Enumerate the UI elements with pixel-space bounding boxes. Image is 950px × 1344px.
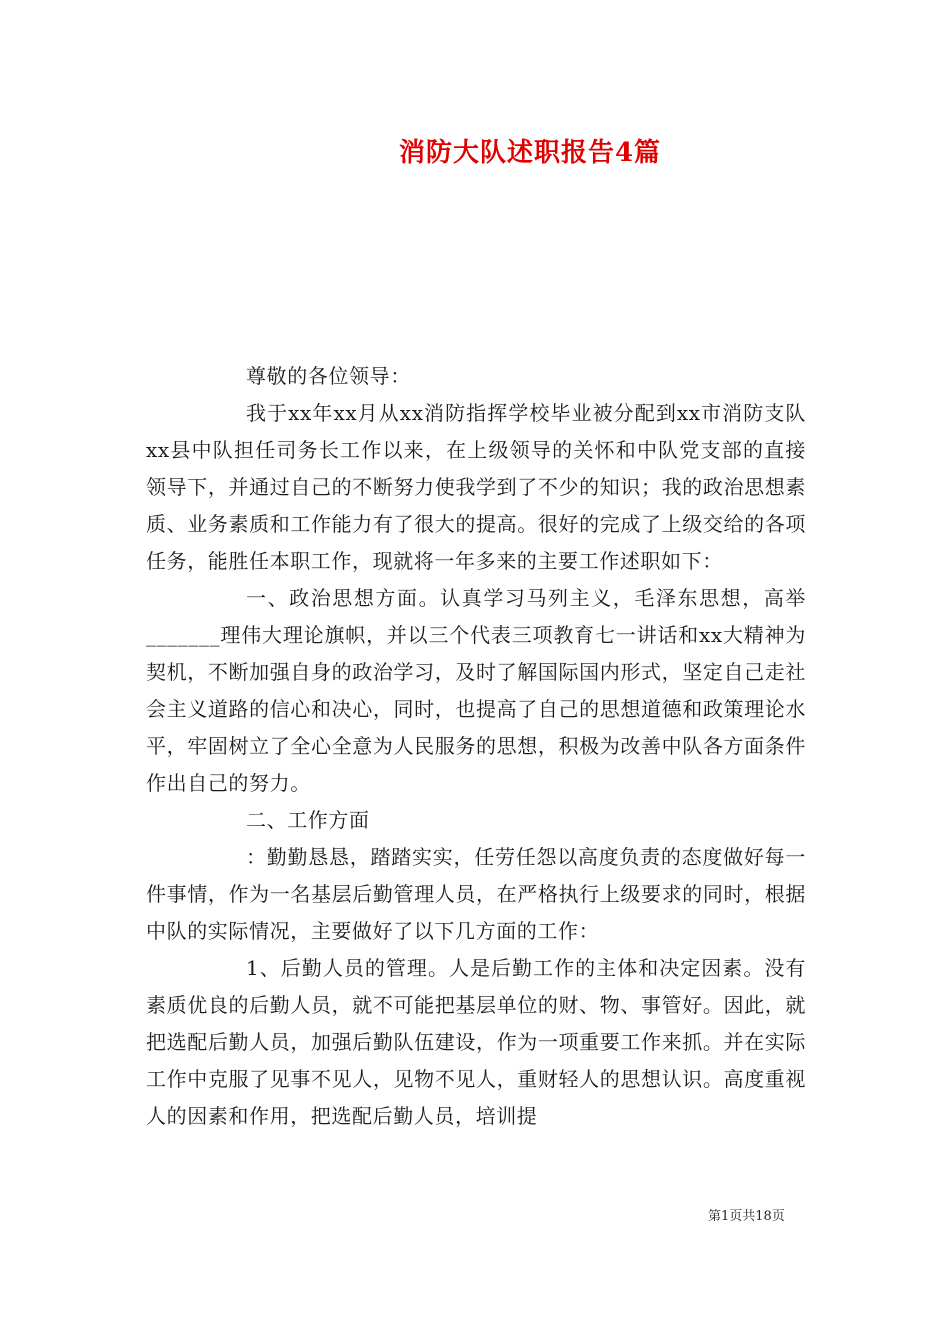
paragraph-intro: 我于xx年xx月从xx消防指挥学校毕业被分配到xx市消防支队xx县中队担任司务长工作以来，在上级领导的关怀和中队党支部的直接领导下，并通过自己的不断努力使我学到了不少的知识；我的政治思想素质、业务素质和工作能力有了很大的提高。很好的完成了上级交给的各项任务，能胜任本职工作，现就将一年多来的主要工作述职如下： xyxy=(146,401,806,573)
paragraph-work-heading: 二、工作方面 xyxy=(246,808,370,832)
document-title: 消防大队述职报告4篇 xyxy=(398,138,662,168)
paragraph-political: 一、政治思想方面。认真学习马列主义，毛泽东思想，高举_______理伟大理论旗帜，并以三个代表三项教育七一讲话和xx大精神为契机，不断加强自身的政治学习，及时了解国际国内形式，坚定自己走社会主义道路的信心和决心，同时，也提高了自己的思想道德和政策理论水平，牢固树立了全心全意为人民服务的思想，积极为改善中队各方面条件作出自己的努力。 xyxy=(146,586,806,795)
page-number-footer: 第1页共18页 xyxy=(708,1209,785,1224)
paragraph-work: ：勤勤恳恳，踏踏实实，任劳任怨以高度负责的态度做好每一件事情，作为一名基层后勤管理人员，在严格执行上级要求的同时，根据中队的实际情况，主要做好了以下几方面的工作： xyxy=(146,845,806,943)
paragraph-greeting: 尊敬的各位领导： xyxy=(246,364,411,388)
document-body xyxy=(146,358,806,1135)
paragraph-logistics: 1、后勤人员的管理。人是后勤工作的主体和决定因素。没有素质优良的后勤人员，就不可能把基层单位的财、物、事管好。因此，就把选配后勤人员，加强后勤队伍建设，作为一项重要工作来抓。并在实际工作中克服了见事不见人，见物不见人，重财轻人的思想认识。高度重视人的因素和作用，把选配后勤人员，培训提 xyxy=(146,956,806,1128)
